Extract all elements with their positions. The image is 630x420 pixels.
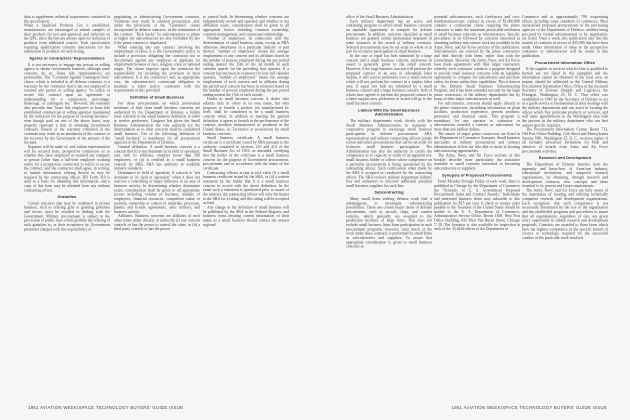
body-paragraph: Number of employees. In connection with the determination of small business status, except as SBA otherwise determines in a particular industry or part thereof, "number of employees" means the average employment of any concern and its affiliates based on the number of persons employed during the pay period ending nearest the 15th of the 3d month in each calendar quarter for the preceding four quarters. If a concern has not been in existence for four full calendar quarters, "number of employees" means the average employment of such concern and its affiliates during the period such concern has been in existence based on the number of persons employed during the pay period ending nearest the 15th of each month. <box>203 36 289 97</box>
text-column-3 <box>203 15 289 399</box>
body-paragraph: It is not necessary to engage any person or selling agency to obtain Government business, although some concerns do so. Bona fide representatives are permissible. The "Covenant Against Contingent Fees" clause, which is included in all defense contracts, is a warranty by the contractor that it has not employed or retained any person or selling agency "to solicit or secure this contract upon an agreement or understanding for a commission, percentage, brokerage, or contingent fee." However, the warranty also provides that "bona fide employees or bona fide established commercial or selling agencies maintained by the contractor for the purpose of securing business," even though paid on one of the above bases, may properly represent a firm in obtaining Government contracts. Breach of the warranty contained in the covenant may result in an annulment of the contract or the recovery by the Government of the amount of the fee paid. <box>24 62 110 145</box>
body-paragraph: Dominance in field of operation. A concern is "not dominant in its field of operation" when it does not exercise a controlling or major influence in an area of business activity. In determining whether dominance exists, consideration shall be given to all appropriate factors including volume of business, number of employees, financial resources, competitive status or position, ownership or control of materials, processes, patents and license agreements, sales territory, and business activity. <box>114 170 200 214</box>
text-column-4 <box>346 15 432 399</box>
text-column-2 <box>114 15 200 399</box>
text-column-6 <box>522 15 608 399</box>
body-paragraph: When a Qualified Products List is established, manufacturers are encouraged to submit samples of their products for test and approval, and inclusion on the QPL, since the lists are always open for inclusion of products from additional sources. Each specification requiring qualification contains instructions for the submission of products for such listing. <box>24 23 110 54</box>
text-column-5 <box>434 15 520 399</box>
body-paragraph: data to supplement technical requirements contained in the specification. <box>24 15 110 24</box>
section-heading: Definition of Small Business <box>129 94 185 100</box>
section-heading: Subcontracting <box>374 190 404 195</box>
body-paragraph: Inquiries will be made of, and written representation will be secured from, prospective contractors as to whether they have employed or retained any company or person (other than a full-time employee working solely for a prospective contractor) to solicit or secure the contract, and the contractor shall agree, in writing, to furnish information relating thereto as may be required by the contracting officer. DD Form 319 is used as a basis for obtaining this information, and a copy of this form may be obtained from any military contracting officer. <box>24 144 110 193</box>
body-paragraph: to control both. In determining whether concerns are independently owned and operated and whether or not affiliation exists, consideration shall be given to all appropriate factors including common ownership, common management, and contractual relationships. <box>203 15 289 37</box>
section-heading: Liaison With the Small Business Administration <box>358 107 420 117</box>
body-paragraph: Contracting officers accept at face value (i) a small business certificate issued by the SBA, or (ii) a written statement by the bidder that it is a small business concern in accord with the above definition. In the event such a statement is questioned prior to award of the contract, the contracting officer will refer the matter to the SBA for a ruling, and this ruling will be accepted as final. <box>203 170 289 206</box>
body-paragraph: For subcontracts, concerns should apply directly to the prime contractors, furnishing information on plant facilities, production experience, present products, personnel, and financial status. This program is mandatory for any operator or contractor or subcontractor awarded a contract or subcontract for more than one million dollars. <box>434 101 520 132</box>
body-paragraph: potential subcontractors, each fixed-price and cost-reimbursement-type contract in excess of $1,000,000 contains a contractual clause requiring the prime contractor to make the maximum practicable utilization of small business concerns as subcontractors. Specific procedures to be followed by concerns interested in obtaining military subcontract work are available in the Army, Navy, and Air Force sections of this publication. Subcontractors are selected by the prime contractors and deal directly with them, rather than with the Government. However, the Army, Navy, and Air Force have made agreements with their larger contractors whereby each contractor conducts a program designed to provide small business concerns with an equitable opportunity to compete for subcontracts and purchase orders for items within their capabilities. This is known as the Defense Small Business Subcontracting Program, and it has been extended not only by the large prime contractors of the military departments but by many of their major subcontractors as well. <box>434 15 520 102</box>
body-paragraph: The Procurement Information Center, Room 712, Old Post Office Building, 12th Street and Pennsylvania Avenue NW., Washington 25, D. C., receives copies of all formally advertised Invitations for Bids and abstracts of awards from Army and Air Force procurement activities. <box>522 127 608 154</box>
body-paragraph: Small business certificate. A small business certificate is a certificate issued by SBA pursuant to the authority contained in sections 210 and 212 of the Small Business Act of 1953, as amended, certifying that the holder of the certificate is a small business concern for the purpose of Government procurement, procurement and in accordance with the terms of the certificate. <box>203 135 289 171</box>
body-paragraph: For those procurements on which preferential treatment of bids from small business concerns are authorized by the Department of Defense, a bidder must conform to the small business definition in order to receive preference. Congress has given the Small Business Administration the sole authority for the determination as to what concerns shall be considered small business. Use of the following definition of "small business" is mandatory for all procurement agencies in the Department of Defense. <box>114 101 200 145</box>
text-column-1 <box>24 15 110 399</box>
body-paragraph: The military departments work closely with the Small Business Administration to maintain a cooperative program to encourage small business participation in defense procurement. SBA representatives and military contracting officers jointly screen and select procurements that can be set aside for exclusive small business participation. The Administration has also the authority to certify the competence as to capacity or credit of an apparent low small business bidder or offeror whose competence on a particular procurement is being questioned by the contracting officer. Such certification when made by the SBA is accepted as conclusive by the contracting officer. The SBA reviews military department bidders' lists and endeavors to discover additional potential small business suppliers for such lists. <box>346 118 432 188</box>
page-footer-right: 1961 AVIATION WEEK/SPACE TECHNOLOGY BUYERS' GUIDE ISSUE <box>451 405 607 410</box>
body-paragraph: General definition. A small business concern is a concern that (i) is not dominant in its field of operation; and, with its affiliates, employs fewer than 500 employees, or (ii) is certified as a small business concern by SBA. SBA has authority to establish industry standards. <box>114 144 200 171</box>
section-heading: Procurement Information Office <box>534 60 596 65</box>
body-paragraph: Commerce and at approximately 700 cooperating offices including some chambers of commerce. Most unclassified proposed procurements of the purchasing agencies of the Department of Defense, whether being procured by formal advertisement or by negotiation, are listed. Once a week, this publication also lists the awards of contracts in excess of $25,000 that have been made. Other information of value to the prospective contractor or subcontractor will be found in this publication. <box>522 15 608 58</box>
body-paragraph: From Monday through Friday of each week, there is published in Chicago by the Department of Commerce the "Synopsis of U. S. Government Proposed Procurement, Sales and Contract Awards." Individuals and interested business firms may subscribe to this publication for $15 per year. A check or money order payable to the Treasurer of the United States should be mailed to the U. S. Department of Commerce, Administrative Service Office, Room 1300, New Post Office Building, 433 West Van Buren Street, Chicago 7, Ill. The Synopsis is also available for inspection at each of the 33 field offices of the Department of <box>434 179 520 232</box>
body-paragraph: Any change in the definition of small business will be published by the SBA in the Federal Register, and business firms desiring current information of their status as a small business should contact the nearest regional <box>203 204 289 227</box>
body-paragraph: office of the Small Business Administration. <box>346 15 415 19</box>
body-paragraph: Affiliates. Business concerns are affiliates of each other when either directly or indirectly (i) one concern controls or has the power to control the other, or (ii) a third party controls or has the power <box>114 213 200 232</box>
body-paragraph: The names of major prime contractors are listed in the Department of Commerce Synopsis. Small business specialists at military procurement and contract administration offices are also able to assist in locating subcontracting opportunities. <box>434 131 520 154</box>
page-footer-left: 1961 AVIATION WEEK/SPACE TECHNOLOGY BUYERS' GUIDE ISSUE <box>28 405 184 410</box>
body-paragraph: Many small firms seeking defense work find it advantageous to investigate subcontracting possibilities. There are certain major items of defense procurement, such as aircraft, ships, and combat vehicles, which generally are awarded to the production facilities of large firms. This does not exclude small business firms from participation in such procurement programs, however, since much of the work under these contracts is performed by small firms as subcontractors and suppliers. To assure that appropriate consideration is given to small business concerns as <box>346 196 432 249</box>
section-heading: Research and Development <box>538 155 592 161</box>
body-paragraph: If the supplies or services which a firm is qualified to furnish are not listed in this pamphlet and the information cannot be obtained in the local area, an inquiry should be addressed to the Central Military Procurement Information Office, Office of the Assistant Secretary of Defense (Supply and Logistics), the Pentagon, Washington 25, D. C. That office was established in 1949 by the Secretary of Defense to act as a guide service to businessmen in their dealings with the military departments and can assist in locating the offices which buy particular products or services, and will make appointments in the Washington area with the persons in the military department who can best answer specific inquiries. <box>522 66 608 128</box>
body-paragraph: In the case of equal low bids submitted by a large concern and a small business concern, preference in award is generally given to the small concern. However, if the large business concern will perform the proposed contract in an area of substantial labor surplus, it will receive preference over a small concern which will not perform the contract in a surplus labor area. If equal low bids are submitted by a small business concern and a large business concern, both of whom have agreed to perform the proposed contract in a labor surplus area, preference in award will go to the small business concern. <box>346 53 432 106</box>
section-heading: Agents or Contractors' Representatives <box>29 55 105 61</box>
body-paragraph: Certain practices that may be condoned in private business, such as offering gifts or granting gratuities and favors, must be avoided in dealing with the Government. Military procurement is subject to the provisions of public laws which prohibit the offering of such gratuities to, or their acceptance by, Government personnel charged with the responsibility of <box>24 200 110 232</box>
body-paragraph: Each military department has an active and continuing program to afford small business concerns an equitable opportunity to compete for defense procurement. In addition, concerns classified as small business are granted certain preferential treatment in some instances in the award of military contracts. Selected procurements may be set aside in whole or in part for exclusive participation of small business. <box>346 18 432 54</box>
body-paragraph: The Department of Defense benefits from the ingenuity and know-how of American industry, educational institutions, and nonprofit research organizations, by obtaining, through research and development contracts, new concepts and ideas essential to its present and future requirements. <box>522 161 608 189</box>
section-heading: Gratuities <box>57 194 77 200</box>
body-paragraph: Dealer as small business concern. A dealer who submits bids or offers in its own name, but who proposes to furnish a product not manufactured by itself, shall be considered to be a small business concern when, in addition to meeting the general definition, it agrees to furnish in the performance of the contract, products manufactured or produced in the United States, its Territories or possessions by small business concerns. <box>203 96 289 136</box>
body-paragraph: negotiating or administering Government contracts. Violations may result in criminal prosecution, and, under the provisions of the "Gratuities" clause incorporated in defense contracts, in the termination of the contract. "Kick backs" by subcontractors to prime or higher tier subcontractors are also forbidden by law if the prime contract is negotiated. <box>114 15 200 45</box>
section-heading: Synopsis of Proposed Procurements <box>442 172 512 178</box>
body-paragraph: When entering into any contract involving the employment of labor, it is the Government's policy to include a provision obligating the contractor not to discriminate against any employee or applicant for employment because of race, religion, color, or national origin. The clause imposes upon the contractor the responsibility for including the provision in most subcontracts. It is the contractor's and, as appropriate case, the subcontractor's contractual obligation to maintain a labor policy consistent with the requirements of this provision. <box>114 44 200 93</box>
body-paragraph: The Army, Navy, and Air Force sections of this booklet describe more particularly the assistance available to small concerns interested in becoming subcontractors or suppliers. <box>434 153 520 171</box>
body-paragraph: The Army, Navy, and Air Force are fully aware of the importance of locating and utilizing technically competent research and development organizations. Each recognizes that such competence is not necessarily determined by the size of the organization and has established programs and procedures to insure that all organizations, regardless of size, are given every opportunity to submit research and development proposals. Contracts are awarded to those firms which have the highest competence in the specific branch of science or technology required for the successful conduct of the particular work involved. <box>522 187 608 241</box>
